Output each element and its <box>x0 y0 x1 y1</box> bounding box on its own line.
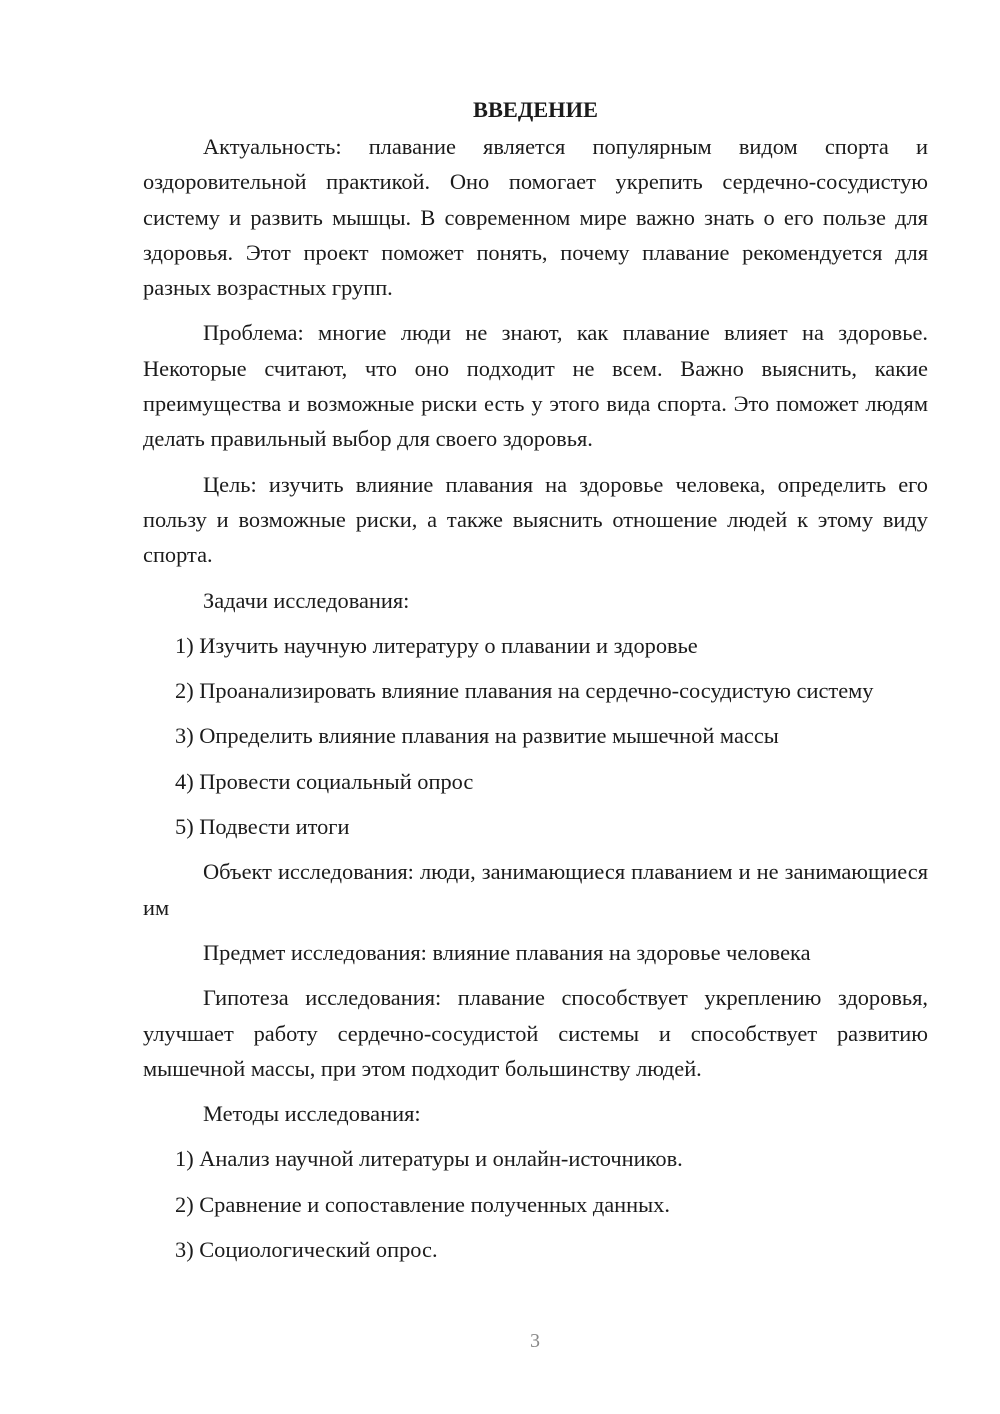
method-item-3: 3) Социологический опрос. <box>175 1237 438 1263</box>
methods-title: Методы исследования: <box>203 1101 421 1127</box>
goal-paragraph: Цель: изучить влияние плавания на здоровье человека, определить его пользу и возможные риски, а также выяснить отношение людей к этому виду спорта. <box>143 471 928 568</box>
relevance-paragraph: Актуальность: плавание является популярным видом спорта и оздоровительной практикой. Оно помогает укрепить сердечно-сосудистую систему и развить мышцы. В современном мире важно знать о его пользе для здоровья. Этот проект поможет понять, почему плавание рекомендуется для разных возрастных групп. <box>143 134 928 301</box>
problem-paragraph: Проблема: многие люди не знают, как плавание влияет на здоровье. Некоторые считают, что оно подходит не всем. Важно выяснить, какие преимущества и возможные риски есть у этого вида спорта. Это поможет людям делать правильный выбор для своего здоровья. <box>143 320 928 452</box>
task-item-3: 3) Определить влияние плавания на развитие мышечной массы <box>175 723 779 749</box>
page-number: 3 <box>530 1330 540 1352</box>
page-content <box>143 92 928 1277</box>
task-item-1: 1) Изучить научную литературу о плавании и здоровье <box>175 632 698 658</box>
task-item-4: 4) Провести социальный опрос <box>175 768 474 794</box>
tasks-title: Задачи исследования: <box>203 587 410 613</box>
hypothesis-paragraph: Гипотеза исследования: плавание способствует укреплению здоровья, улучшает работу сердечно-сосудистой системы и способствует развитию мышечной массы, при этом подходит большинству людей. <box>143 985 928 1081</box>
task-item-5: 5) Подвести итоги <box>175 814 350 840</box>
subject-paragraph: Предмет исследования: влияние плавания на здоровье человека <box>203 939 811 965</box>
section-heading: ВВЕДЕНИЕ <box>473 97 598 122</box>
object-paragraph: Объект исследования: люди, занимающиеся плаванием и не занимающиеся им <box>143 859 928 920</box>
method-item-1: 1) Анализ научной литературы и онлайн-источников. <box>175 1146 683 1172</box>
task-item-2: 2) Проанализировать влияние плавания на сердечно-сосудистую систему <box>175 678 874 704</box>
method-item-2: 2) Сравнение и сопоставление полученных данных. <box>175 1191 670 1217</box>
